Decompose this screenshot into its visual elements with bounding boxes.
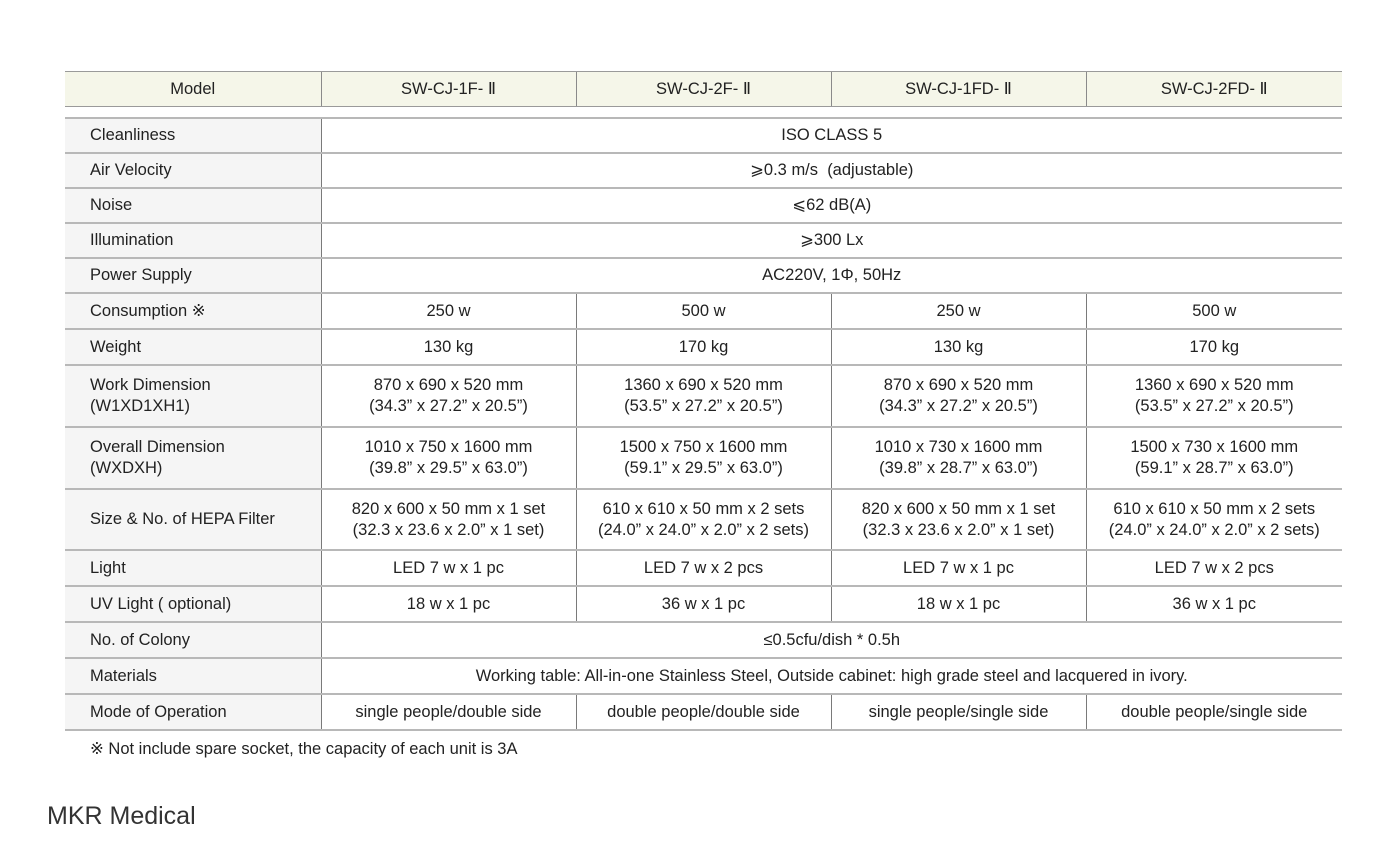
row-power-supply bbox=[65, 258, 1342, 293]
row-label-line: (W1XD1XH1) bbox=[90, 397, 190, 415]
row-weight bbox=[65, 329, 1342, 365]
value-line: 1500 x 750 x 1600 mm bbox=[619, 438, 788, 456]
row-label bbox=[65, 427, 321, 489]
row-label bbox=[65, 365, 321, 427]
row-label: Power Supply bbox=[65, 258, 321, 293]
row-work-dimension bbox=[65, 365, 1342, 427]
brand-name: MKR Medical bbox=[47, 802, 196, 830]
row-value: 500 w bbox=[576, 293, 831, 329]
value-line: 1360 x 690 x 520 mm bbox=[624, 376, 783, 394]
row-label: Noise bbox=[65, 188, 321, 223]
row-mode-of-operation bbox=[65, 694, 1342, 730]
row-value: 250 w bbox=[321, 293, 576, 329]
row-value bbox=[1086, 427, 1342, 489]
value-line: (39.8” x 28.7” x 63.0”) bbox=[879, 459, 1038, 477]
row-value: ⩾300 Lx bbox=[321, 223, 1342, 258]
row-value: 250 w bbox=[831, 293, 1086, 329]
model-header: SW-CJ-2FD- Ⅱ bbox=[1086, 72, 1342, 107]
row-label: Air Velocity bbox=[65, 153, 321, 188]
spec-table bbox=[65, 71, 1342, 731]
row-light bbox=[65, 550, 1342, 586]
row-value: LED 7 w x 1 pc bbox=[831, 550, 1086, 586]
row-label: UV Light ( optional) bbox=[65, 586, 321, 622]
value-line: (34.3” x 27.2” x 20.5”) bbox=[879, 397, 1038, 415]
model-header: SW-CJ-1F- Ⅱ bbox=[321, 72, 576, 107]
row-value: ≤0.5cfu/dish * 0.5h bbox=[321, 622, 1342, 658]
row-colony bbox=[65, 622, 1342, 658]
value-line: (39.8” x 29.5” x 63.0”) bbox=[369, 459, 528, 477]
row-value: AC220V, 1Φ, 50Hz bbox=[321, 258, 1342, 293]
row-materials bbox=[65, 658, 1342, 694]
row-value: Working table: All-in-one Stainless Steel, Outside cabinet: high grade steel and lacquered in ivory. bbox=[321, 658, 1342, 694]
row-value: single people/single side bbox=[831, 694, 1086, 730]
row-noise bbox=[65, 188, 1342, 223]
row-value bbox=[576, 365, 831, 427]
row-value bbox=[1086, 365, 1342, 427]
row-value: 18 w x 1 pc bbox=[321, 586, 576, 622]
footnote: ※ Not include spare socket, the capacity of each unit is 3A bbox=[90, 740, 518, 758]
row-label-line: Work Dimension bbox=[90, 376, 211, 394]
row-uv-light bbox=[65, 586, 1342, 622]
row-value bbox=[576, 427, 831, 489]
value-line: 870 x 690 x 520 mm bbox=[883, 376, 1034, 394]
row-label: No. of Colony bbox=[65, 622, 321, 658]
row-value: 18 w x 1 pc bbox=[831, 586, 1086, 622]
value-line: 610 x 610 x 50 mm x 2 sets bbox=[602, 499, 805, 518]
model-header: SW-CJ-2F- Ⅱ bbox=[576, 72, 831, 107]
row-value: LED 7 w x 1 pc bbox=[321, 550, 576, 586]
value-line: 1010 x 730 x 1600 mm bbox=[874, 438, 1043, 456]
row-value: 36 w x 1 pc bbox=[1086, 586, 1342, 622]
row-value: LED 7 w x 2 pcs bbox=[576, 550, 831, 586]
row-value: 36 w x 1 pc bbox=[576, 586, 831, 622]
row-label: Illumination bbox=[65, 223, 321, 258]
value-line: (59.1” x 29.5” x 63.0”) bbox=[624, 459, 783, 477]
header-row bbox=[65, 72, 1342, 107]
row-illumination bbox=[65, 223, 1342, 258]
row-value: 500 w bbox=[1086, 293, 1342, 329]
row-label: Mode of Operation bbox=[65, 694, 321, 730]
row-value: double people/double side bbox=[576, 694, 831, 730]
row-value bbox=[576, 489, 831, 550]
value-line: (34.3” x 27.2” x 20.5”) bbox=[369, 397, 528, 415]
row-label: Size & No. of HEPA Filter bbox=[65, 489, 321, 550]
value-line: 1360 x 690 x 520 mm bbox=[1134, 376, 1294, 394]
row-hepa-filter bbox=[65, 489, 1342, 550]
row-value bbox=[321, 489, 576, 550]
row-value bbox=[831, 365, 1086, 427]
row-value: LED 7 w x 2 pcs bbox=[1086, 550, 1342, 586]
row-value: ISO CLASS 5 bbox=[321, 118, 1342, 153]
row-label-line: Overall Dimension bbox=[90, 438, 225, 456]
row-cleanliness bbox=[65, 118, 1342, 153]
row-value bbox=[321, 427, 576, 489]
value-line: (24.0” x 24.0” x 2.0” x 2 sets) bbox=[598, 520, 809, 539]
value-line: (59.1” x 28.7” x 63.0”) bbox=[1134, 459, 1294, 477]
header-label: Model bbox=[65, 72, 321, 107]
value-line: 610 x 610 x 50 mm x 2 sets bbox=[1113, 499, 1316, 518]
value-line: 820 x 600 x 50 mm x 1 set bbox=[861, 499, 1056, 518]
row-value bbox=[831, 427, 1086, 489]
row-label: Weight bbox=[65, 329, 321, 365]
row-value: 170 kg bbox=[576, 329, 831, 365]
model-header: SW-CJ-1FD- Ⅱ bbox=[831, 72, 1086, 107]
row-overall-dimension bbox=[65, 427, 1342, 489]
row-value bbox=[321, 365, 576, 427]
value-line: (32.3 x 23.6 x 2.0” x 1 set) bbox=[862, 520, 1055, 539]
row-label: Materials bbox=[65, 658, 321, 694]
row-label-line: (WXDXH) bbox=[90, 459, 163, 477]
value-line: 1500 x 730 x 1600 mm bbox=[1130, 438, 1299, 456]
value-line: 870 x 690 x 520 mm bbox=[373, 376, 524, 394]
value-line: 820 x 600 x 50 mm x 1 set bbox=[351, 499, 546, 518]
row-value: 130 kg bbox=[321, 329, 576, 365]
row-value: 130 kg bbox=[831, 329, 1086, 365]
value-line: (53.5” x 27.2” x 20.5”) bbox=[624, 397, 783, 415]
row-label: Light bbox=[65, 550, 321, 586]
row-value: ⩽62 dB(A) bbox=[321, 188, 1342, 223]
row-value: 170 kg bbox=[1086, 329, 1342, 365]
row-consumption bbox=[65, 293, 1342, 329]
row-air-velocity bbox=[65, 153, 1342, 188]
row-value: double people/single side bbox=[1086, 694, 1342, 730]
row-value: ⩾0.3 m/s (adjustable) bbox=[321, 153, 1342, 188]
value-line: 1010 x 750 x 1600 mm bbox=[364, 438, 533, 456]
value-line: (53.5” x 27.2” x 20.5”) bbox=[1134, 397, 1294, 415]
value-line: (32.3 x 23.6 x 2.0” x 1 set) bbox=[352, 520, 545, 539]
row-value: single people/double side bbox=[321, 694, 576, 730]
row-value bbox=[831, 489, 1086, 550]
row-value bbox=[1086, 489, 1342, 550]
row-label: Cleanliness bbox=[65, 118, 321, 153]
value-line: (24.0” x 24.0” x 2.0” x 2 sets) bbox=[1108, 520, 1320, 539]
row-label: Consumption ※ bbox=[65, 293, 321, 329]
